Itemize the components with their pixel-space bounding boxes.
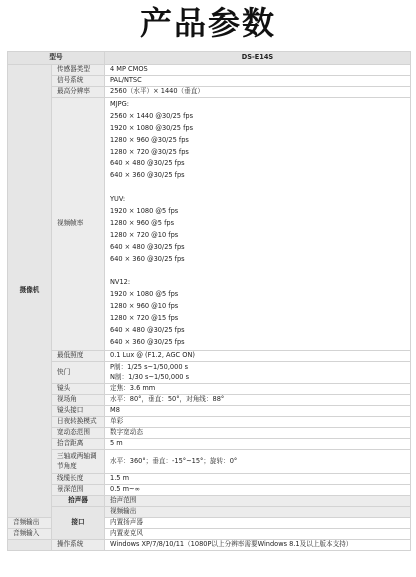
category-pickup: 拾声器: [52, 495, 105, 506]
row-label: 视频输出: [105, 506, 411, 517]
table-row: [8, 383, 411, 394]
category-camera: 摄像机: [8, 65, 52, 518]
frame-rate-line: 640 × 480 @30/25 fps: [110, 242, 185, 251]
row-value: PAL/NTSC: [105, 76, 411, 87]
model-value: DS-E14S: [105, 52, 411, 65]
model-label: 型号: [8, 52, 105, 65]
table-row: [8, 350, 411, 361]
frame-rate-line: 1920 × 1080 @5 fps: [110, 207, 179, 216]
row-label: 视频帧率: [52, 98, 105, 351]
row-value: M8: [105, 405, 411, 416]
frame-rate-line: 640 × 360 @30/25 fps: [110, 337, 185, 346]
table-row: [8, 394, 411, 405]
category-interface: 接口: [52, 506, 105, 539]
row-value: [105, 361, 411, 383]
row-value: 1.5 m: [105, 473, 411, 484]
frame-rate-line: 1280 × 720 @10 fps: [110, 230, 179, 239]
frame-rate-values: [105, 98, 411, 351]
frame-rate-line: 1280 × 720 @15 fps: [110, 314, 179, 323]
row-value: 定焦：3.6 mm: [105, 383, 411, 394]
frame-rate-line: 640 × 360 @30/25 fps: [110, 254, 185, 263]
row-label: 最低照度: [52, 350, 105, 361]
row-label: 信号系统: [52, 76, 105, 87]
table-row: [8, 416, 411, 427]
row-value: 单彩: [105, 416, 411, 427]
frame-rate-line: 1920 × 1080 @5 fps: [110, 290, 179, 299]
row-value: 4 MP CMOS: [105, 65, 411, 76]
table-row: [8, 65, 411, 76]
frame-rate-line: 1280 × 720 @30/25 fps: [110, 147, 189, 156]
frame-rate-line: 640 × 360 @30/25 fps: [110, 171, 185, 180]
row-value: 0.5 m~∞: [105, 484, 411, 495]
frame-rate-line: 1280 × 960 @30/25 fps: [110, 135, 189, 144]
row-label: 快门: [52, 361, 105, 383]
row-label: 宽动态范围: [52, 427, 105, 438]
row-value: 2560（水平）× 1440（垂直）: [105, 87, 411, 98]
frame-rate-line: YUV:: [110, 195, 126, 204]
row-label: 音频输入: [8, 528, 52, 539]
row-label: 音频输出: [8, 517, 52, 528]
shutter-line: N制：1/30 s~1/50,000 s: [110, 373, 190, 382]
row-label: 拾声范围: [105, 495, 411, 506]
table-row: [8, 76, 411, 87]
row-value: Windows XP/7/8/10/11（1080P以上分辨率需要Windows 8.1及以上版本支持）: [105, 539, 411, 550]
frame-rate-line: 640 × 480 @30/25 fps: [110, 159, 185, 168]
table-row: [8, 405, 411, 416]
table-row: [8, 427, 411, 438]
row-label: 操作系统: [52, 539, 105, 550]
row-value: 水平：360°；垂直：-15°~15°；旋转：0°: [105, 449, 411, 473]
row-label: [52, 449, 105, 473]
row-label: 拾音距离: [52, 438, 105, 449]
row-label: 日夜转换模式: [52, 416, 105, 427]
shutter-line: P制：1/25 s~1/50,000 s: [110, 363, 189, 372]
row-label: 镜头: [52, 383, 105, 394]
row-value: 内置麦克风: [105, 528, 411, 539]
frame-rate-line: 1280 × 960 @10 fps: [110, 302, 179, 311]
row-label: 景深范围: [52, 484, 105, 495]
table-row: [8, 539, 411, 550]
frame-rate-line: 640 × 480 @30/25 fps: [110, 325, 185, 334]
frame-rate-line: 2560 × 1440 @30/25 fps: [110, 111, 194, 120]
table-header-row: [8, 52, 411, 65]
adjust-label-line: 节角度: [57, 462, 77, 471]
spec-table: [7, 51, 411, 551]
row-value: 5 m: [105, 438, 411, 449]
table-row: [8, 87, 411, 98]
category-empty: [8, 539, 52, 550]
row-label: 视场角: [52, 394, 105, 405]
row-value: 水平：80°，垂直：50°，对角线：88°: [105, 394, 411, 405]
row-label: 线缆长度: [52, 473, 105, 484]
frame-rate-line: 1280 × 960 @5 fps: [110, 218, 175, 227]
page-title: 产品参数: [139, 4, 276, 42]
table-row: [8, 495, 411, 506]
table-row-frame-rate: [8, 98, 411, 351]
row-label: 镜头接口: [52, 405, 105, 416]
table-row: [8, 449, 411, 473]
frame-rate-line: 1920 × 1080 @30/25 fps: [110, 123, 194, 132]
table-row: [8, 473, 411, 484]
table-row: [8, 438, 411, 449]
row-value: 数字宽动态: [105, 427, 411, 438]
adjust-label-line: 三轴或两轴调: [57, 452, 97, 461]
table-row: [8, 361, 411, 383]
frame-rate-line: MJPG:: [110, 100, 129, 108]
frame-rate-line: NV12:: [110, 278, 131, 287]
table-row: [8, 484, 411, 495]
row-label: 传感器类型: [52, 65, 105, 76]
row-value: 0.1 Lux @ (F1.2, AGC ON): [105, 350, 411, 361]
row-label: 最高分辨率: [52, 87, 105, 98]
table-row: [8, 506, 411, 517]
row-value: 内置扬声器: [105, 517, 411, 528]
